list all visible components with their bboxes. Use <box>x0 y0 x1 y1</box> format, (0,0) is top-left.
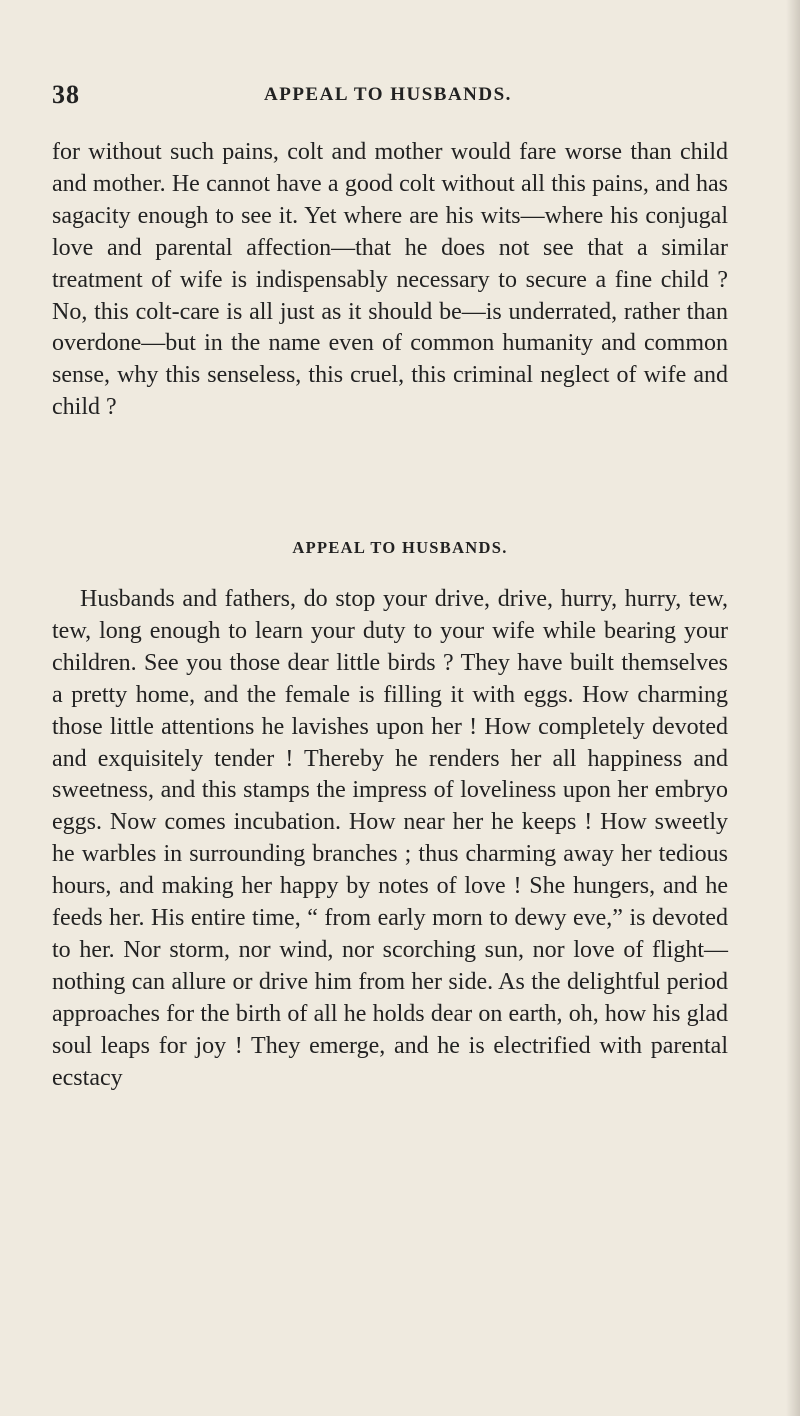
page-number: 38 <box>52 80 80 109</box>
paragraph-1: for without such pains, colt and mother would fare worse than child and mother. He cannot have a good colt without all this pains, and has sagacity enough to see it. Yet where are his wits—where his conjugal love and parental affection—that he does not see that a similar treatment of wife is indispensably necessary to secure a fine child ? No, this colt-care is all just as it should be—is underrated, rather than overdone—but in the name even of common humanity and common sense, why this senseless, this cruel, this criminal neglect of wife and child ? <box>52 139 728 421</box>
running-head: APPEAL TO HUSBANDS. <box>264 84 512 105</box>
paragraph-2: Husbands and fathers, do stop your drive, drive, hurry, hurry, tew, tew, long enough to learn your duty to your wife while bearing your children. See you those dear little birds ? They have built themselves a pretty home, and the female is filling it with eggs. How charming those little attentions he lavishes upon her ! How completely devoted and exquisitely tender ! Thereby he renders her all happiness and sweetness, and this stamps the impress of loveliness upon her embryo eggs. Now comes incubation. How near her he keeps ! How sweetly he warbles in surrounding branches ; thus charming away her tedious hours, and making her happy by notes of love ! She hungers, and he feeds her. His entire time, “ from early morn to dewy eve,” is devoted to her. Nor storm, nor wind, nor scorching sun, nor love of flight—nothing can allure or drive him from her side. As the delightful period approaches for the birth of all he holds dear on earth, oh, how his glad soul leaps for joy ! They emerge, and he is electrified with parental ecstacy <box>52 586 728 1091</box>
section-heading: APPEAL TO HUSBANDS. <box>292 538 508 557</box>
page-header <box>52 80 732 110</box>
page-edge-shadow <box>786 0 800 1416</box>
